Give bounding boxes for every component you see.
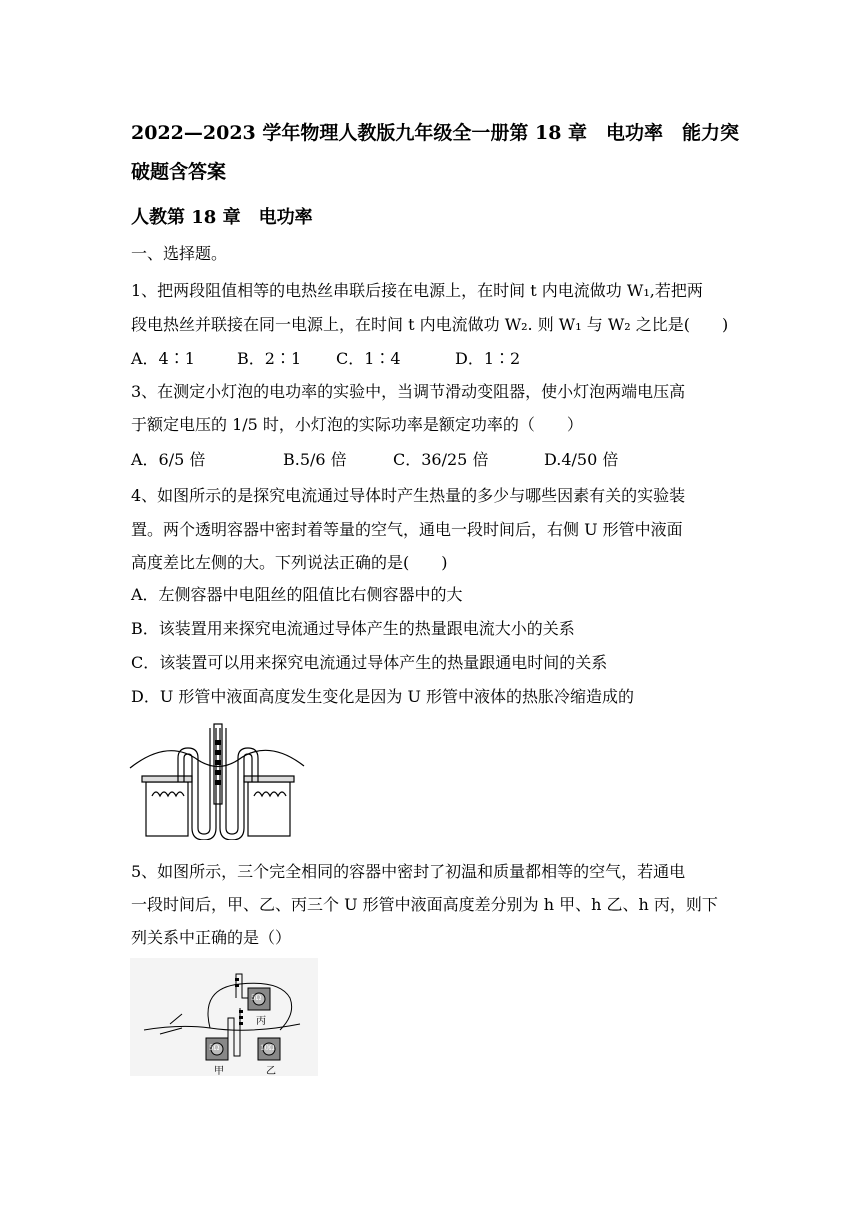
q3-option-b: B.5/6 倍 (283, 450, 347, 469)
q1-line-2: 段电热丝并联接在同一电源上，在时间 t 内电流做功 W₂. 则 W₁ 与 W₂ 之比是( ) (131, 315, 729, 334)
section-heading: 一、选择题。 (131, 244, 228, 263)
label-yi: 乙 (266, 1066, 276, 1077)
resistor-label-yi: 10Ω (260, 1044, 275, 1052)
q5-line-1: 5、如图所示，三个完全相同的容器中密封了初温和质量都相等的空气，若通电 (131, 862, 686, 881)
chapter-heading: 人教第 18 章 电功率 (131, 207, 313, 228)
label-bing: 丙 (256, 1016, 266, 1027)
q4-choice-a: A．左侧容器中电阻丝的阻值比右侧容器中的大 (131, 585, 463, 604)
q1-option-d: D．1∶2 (455, 349, 521, 368)
q1-line-1: 1、把两段阻值相等的电热丝串联后接在电源上，在时间 t 内电流做功 W₁,若把两 (131, 281, 703, 300)
title-line-2: 破题含答案 (131, 161, 227, 183)
q1-option-a: A．4∶1 (131, 349, 195, 368)
q5-line-2: 一段时间后，甲、乙、丙三个 U 形管中液面高度差分别为 h 甲、h 乙、h 丙，则下 (131, 895, 718, 914)
q1-option-c: C．1∶4 (336, 349, 401, 368)
q4-choice-b: B．该装置用来探究电流通过导体产生的热量跟电流大小的关系 (131, 619, 575, 638)
resistor-label-jia: 5Ω (209, 1044, 220, 1052)
q4-line-1: 4、如图所示的是探究电流通过导体时产生热量的多少与哪些因素有关的实验装 (131, 486, 686, 505)
q3-option-d: D.4/50 倍 (544, 450, 619, 469)
q4-line-3: 高度差比左侧的大。下列说法正确的是( ) (131, 553, 448, 572)
q5-apparatus-figure (130, 958, 318, 1076)
q3-option-c: C．36/25 倍 (393, 450, 489, 469)
q4-apparatus-figure (128, 718, 308, 840)
q1-option-b: B．2∶1 (237, 349, 302, 368)
resistor-label-bing: 5Ω (251, 994, 262, 1002)
q3-line-2: 于额定电压的 1/5 时，小灯泡的实际功率是额定功率的（ ） (131, 415, 583, 434)
q4-choice-d: D．U 形管中液面高度发生变化是因为 U 形管中液体的热胀冷缩造成的 (131, 687, 635, 706)
label-jia: 甲 (214, 1066, 224, 1077)
q3-options (131, 450, 618, 470)
q3-option-a: A．6/5 倍 (131, 450, 206, 469)
title-line-1: 2022—2023 学年物理人教版九年级全一册第 18 章 电功率 能力突 (131, 122, 740, 144)
q1-options (131, 349, 520, 369)
q3-line-1: 3、在测定小灯泡的电功率的实验中，当调节滑动变阻器，使小灯泡两端电压高 (131, 382, 686, 401)
q4-choice-c: C．该装置可以用来探究电流通过导体产生的热量跟通电时间的关系 (131, 653, 608, 672)
q5-line-3: 列关系中正确的是（） (131, 928, 292, 947)
q4-line-2: 置。两个透明容器中密封着等量的空气，通电一段时间后，右侧 U 形管中液面 (131, 520, 683, 539)
